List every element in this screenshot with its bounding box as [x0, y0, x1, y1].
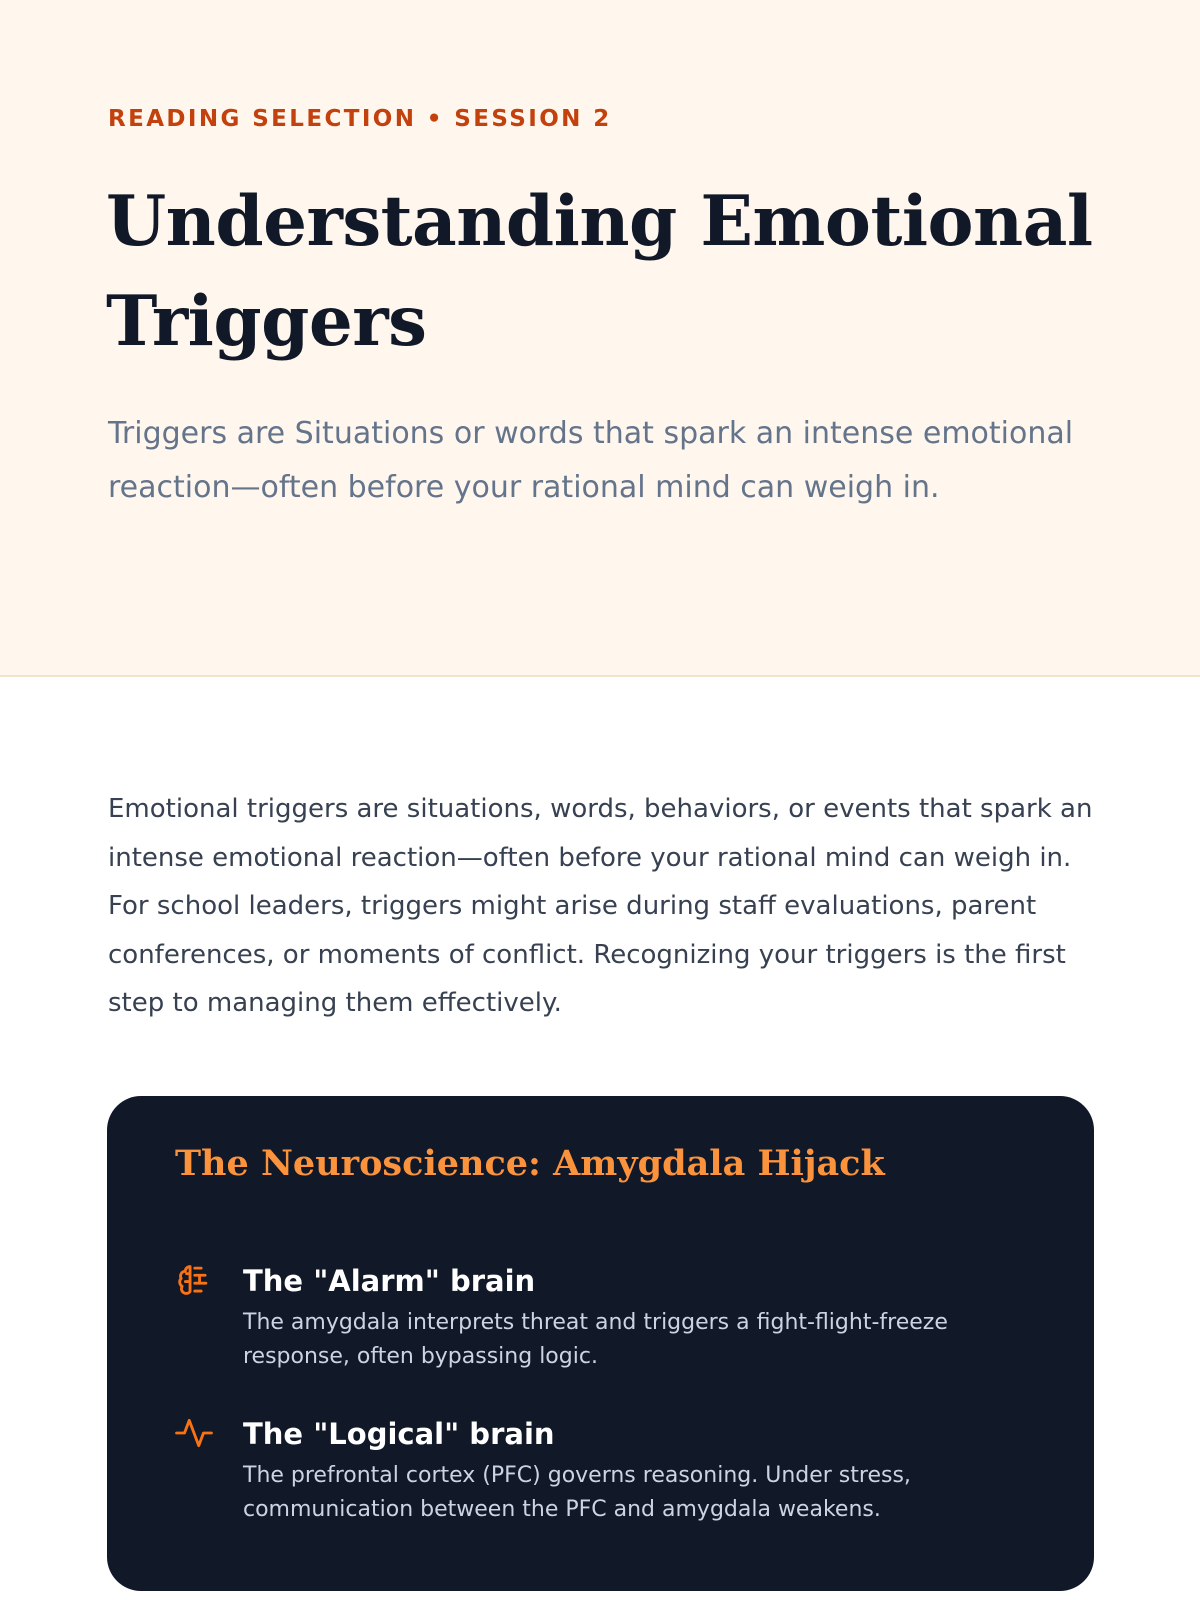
intro-paragraph: Emotional triggers are situations, words, behaviors, or events that spark an intense emotional reaction—often before your rational mind can weigh in. For school leaders, triggers might arise during staff evaluations, parent conferences, or moments of conflict. Recognizing your triggers is the first step to managing them effectively. [108, 794, 1093, 1018]
eyebrow-label: READING SELECTION • SESSION 2 [108, 106, 612, 132]
item-heading: The "Logical" brain [243, 1417, 555, 1451]
page-title: Understanding Emotional Triggers [106, 181, 1093, 362]
neuroscience-card [107, 1096, 1094, 1591]
item-description: The prefrontal cortex (PFC) governs reasoning. Under stress, communication between the PFC and amygdala weakens. [243, 1463, 911, 1522]
item-description: The amygdala interprets threat and triggers a fight-flight-freeze response, often bypassing logic. [243, 1310, 948, 1369]
card-title: The Neuroscience: Amygdala Hijack [175, 1143, 885, 1184]
hero-section [0, 0, 1200, 677]
activity-icon [175, 1414, 213, 1452]
item-heading: The "Alarm" brain [243, 1264, 536, 1298]
page-subtitle: Triggers are Situations or words that spark an intense emotional reaction—often before your rational mind can weigh in. [108, 416, 1074, 505]
brain-icon [175, 1261, 213, 1299]
